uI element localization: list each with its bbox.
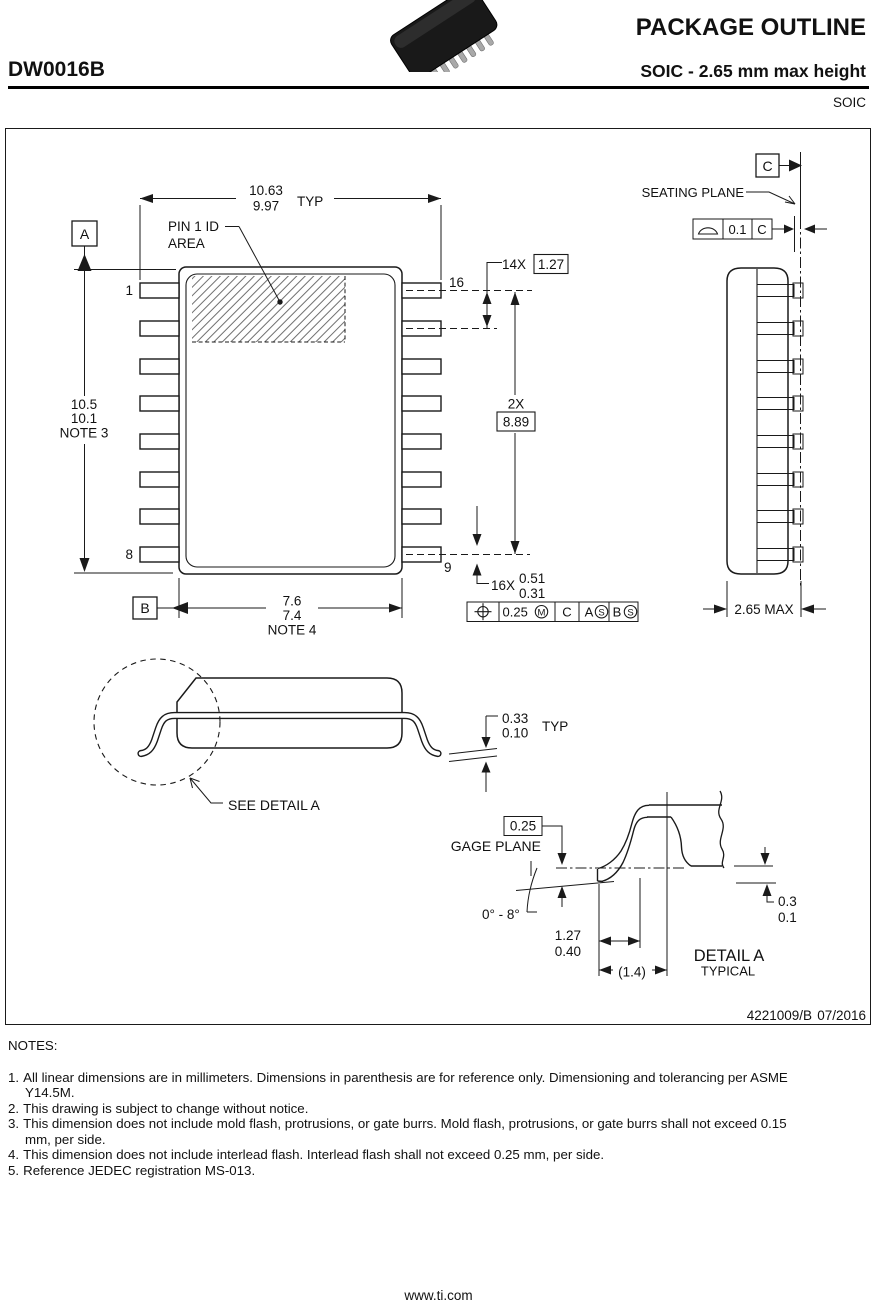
pin xyxy=(140,396,179,411)
dim-max: 7.6 xyxy=(282,593,302,609)
pin1-id-hatch xyxy=(192,276,345,342)
note-item xyxy=(8,1101,808,1117)
pin xyxy=(140,359,179,374)
right-pins xyxy=(402,283,441,562)
dim-max: 10.5 xyxy=(70,397,98,412)
note-number: 2. xyxy=(8,1100,20,1116)
standoff-height-dimension xyxy=(734,847,797,925)
note-item xyxy=(8,1070,808,1101)
arrowhead xyxy=(714,605,727,614)
arrowhead xyxy=(473,534,482,546)
fcf-datum3-mod: S xyxy=(627,607,634,619)
gage-offset-dimension xyxy=(451,817,567,908)
dim-min: 0.10 xyxy=(502,725,529,741)
arrowhead xyxy=(558,886,567,898)
detail-a-title: DETAIL A xyxy=(693,947,765,965)
fcf-datum2: A xyxy=(584,604,594,620)
dim-max: 1.27 xyxy=(554,928,581,943)
dim-value: 8.89 xyxy=(502,414,530,430)
pin-1-label: 1 xyxy=(125,283,133,298)
package-subtitle: SOIC - 2.65 mm max height xyxy=(640,61,866,81)
arrowhead xyxy=(784,225,794,234)
note-text: All linear dimensions are in millimeters. Dimensions in parenthesis are for reference only. Dimensioning and tolerancing per ASME Y14.5M. xyxy=(23,1069,788,1100)
notes-heading: NOTES: xyxy=(8,1038,58,1053)
note-item xyxy=(8,1147,808,1163)
datum-triangle xyxy=(78,254,92,271)
note-number: 5. xyxy=(8,1162,20,1178)
datum-c-label: C xyxy=(762,158,773,174)
note-text: This dimension does not include mold flash, protrusions, or gate burrs. Mold flash, protrusions, or gate burrs shall not exceed 0.15 mm, per side. xyxy=(23,1116,787,1147)
fcf-datum1: C xyxy=(562,604,572,620)
body-width-dimension xyxy=(133,578,402,638)
break-line xyxy=(719,791,724,868)
package-family: SOIC xyxy=(832,95,866,110)
leader-line xyxy=(190,778,223,803)
arrowhead xyxy=(483,292,492,304)
pin xyxy=(140,321,179,336)
angle-arc xyxy=(527,868,537,912)
fcf-tolerance: 0.1 xyxy=(728,222,747,237)
fcf-datum2-mod: S xyxy=(598,607,605,619)
foot-length-dimension xyxy=(555,878,640,976)
note-number: 1. xyxy=(8,1069,20,1085)
dim-min: 0.31 xyxy=(519,586,546,601)
side-view xyxy=(642,152,827,617)
arrowhead xyxy=(804,225,815,234)
doc-number: 4221009/B xyxy=(746,1008,812,1023)
arrowhead xyxy=(511,541,520,554)
arrowhead xyxy=(428,194,441,203)
dim-min: 0.40 xyxy=(554,944,581,959)
pin xyxy=(402,359,441,374)
note-item xyxy=(8,1116,808,1147)
note-number: 4. xyxy=(8,1147,20,1162)
angle-value: 0° - 8° xyxy=(482,907,520,922)
dim-ref: (1.4) xyxy=(618,964,646,980)
arrowhead xyxy=(473,564,482,576)
datum-b-label: B xyxy=(140,600,150,616)
arrowhead xyxy=(628,937,640,946)
pin xyxy=(140,434,179,449)
pin xyxy=(402,472,441,487)
body-edge xyxy=(671,817,691,866)
ti-url: www.ti.com xyxy=(404,1288,473,1303)
leader-line xyxy=(542,826,562,853)
seating-plane-icon xyxy=(699,228,718,234)
pin-8-label: 8 xyxy=(125,547,133,562)
flatness-fcf xyxy=(693,216,827,252)
arrowhead xyxy=(761,853,770,865)
see-detail-callout xyxy=(190,778,320,813)
seating-plane-label: SEATING PLANE xyxy=(641,185,744,200)
dim-note: NOTE 4 xyxy=(267,622,317,638)
dim-value: 2.65 MAX xyxy=(734,602,794,617)
dim-qualifier: TYP xyxy=(297,194,324,209)
arrowhead xyxy=(801,605,814,614)
dim-count: 14X xyxy=(502,257,527,272)
dim-note: NOTE 3 xyxy=(59,425,109,441)
lead-angle-dimension xyxy=(482,861,537,922)
datum-triangle xyxy=(172,602,188,614)
label-line2: AREA xyxy=(168,236,205,251)
arrowhead xyxy=(763,884,772,896)
top-view xyxy=(60,183,638,638)
label-line1: PIN 1 ID xyxy=(168,219,220,234)
front-view xyxy=(94,659,568,813)
lead-outer-curve xyxy=(598,805,649,868)
notes-section xyxy=(8,1038,808,1178)
dim-min: 7.4 xyxy=(282,608,302,623)
leader-line xyxy=(477,576,489,584)
position-tolerance-icon xyxy=(475,603,492,620)
dim-max: 0.51 xyxy=(519,571,546,586)
pin xyxy=(140,283,179,298)
dim-max: 0.33 xyxy=(502,711,529,726)
dim-count: 16X xyxy=(491,578,516,593)
height-dimension xyxy=(703,581,826,617)
arrowhead xyxy=(482,762,491,773)
fcf-modifier: M xyxy=(537,607,546,619)
span-dimension xyxy=(497,292,535,554)
fcf-tolerance: 0.25 xyxy=(502,604,528,620)
gage-plane-label: GAGE PLANE xyxy=(450,838,541,854)
position-fcf xyxy=(467,602,638,622)
dim-qualifier: TYP xyxy=(542,719,569,734)
part-number: DW0016B xyxy=(8,58,105,81)
detail-a-subtitle: TYPICAL xyxy=(700,963,756,979)
dim-min: 9.97 xyxy=(252,198,280,214)
left-pins xyxy=(140,283,179,562)
lead-foot-bottom xyxy=(598,881,604,882)
pin xyxy=(402,509,441,524)
pin xyxy=(402,434,441,449)
dim-max: 0.3 xyxy=(778,894,797,909)
drawing-frame xyxy=(6,129,871,1025)
arrowhead xyxy=(389,604,402,613)
arrowhead xyxy=(599,937,611,946)
pin xyxy=(140,472,179,487)
footer xyxy=(0,1288,877,1303)
dim-max: 10.63 xyxy=(249,183,283,198)
pin-9-label: 9 xyxy=(444,560,452,575)
note-text: This dimension does not include interlead flash. Interlead flash shall not exceed 0.25 mm, per side. xyxy=(23,1147,605,1162)
arrowhead xyxy=(80,558,90,572)
arrowhead xyxy=(558,853,567,865)
fcf-datum: C xyxy=(757,222,767,237)
pin-16-label: 16 xyxy=(449,275,465,290)
see-detail-label: SEE DETAIL A xyxy=(228,797,320,813)
datum-a-label: A xyxy=(79,226,90,242)
note-number: 3. xyxy=(8,1116,20,1131)
arrowhead xyxy=(655,966,667,975)
lead-inner-curve xyxy=(602,817,648,881)
detail-a-view xyxy=(451,791,797,980)
page-title: PACKAGE OUTLINE xyxy=(635,14,866,41)
dim-value: 0.25 xyxy=(509,818,537,834)
arrowhead xyxy=(511,292,520,305)
pitch-dimension xyxy=(483,255,569,329)
dim-count: 2X xyxy=(507,396,525,412)
note-item xyxy=(8,1163,808,1179)
dim-value: 1.27 xyxy=(537,257,565,272)
pin xyxy=(140,547,179,562)
note-text: This drawing is subject to change without notice. xyxy=(23,1100,309,1116)
arrowhead xyxy=(482,737,491,748)
standoff-dimension xyxy=(449,711,568,792)
arrowhead xyxy=(599,966,611,975)
fcf-datum3: B xyxy=(612,604,622,620)
dim-min: 0.1 xyxy=(778,910,797,925)
lead-width-dimension xyxy=(473,506,546,601)
doc-date: 07/2016 xyxy=(817,1008,866,1023)
pin xyxy=(140,509,179,524)
dim-min: 10.1 xyxy=(70,411,98,426)
leader-dot xyxy=(277,299,282,304)
pin xyxy=(402,396,441,411)
arrowhead xyxy=(140,194,153,203)
note-text: Reference JEDEC registration MS-013. xyxy=(23,1162,256,1178)
arrowhead xyxy=(483,315,492,327)
